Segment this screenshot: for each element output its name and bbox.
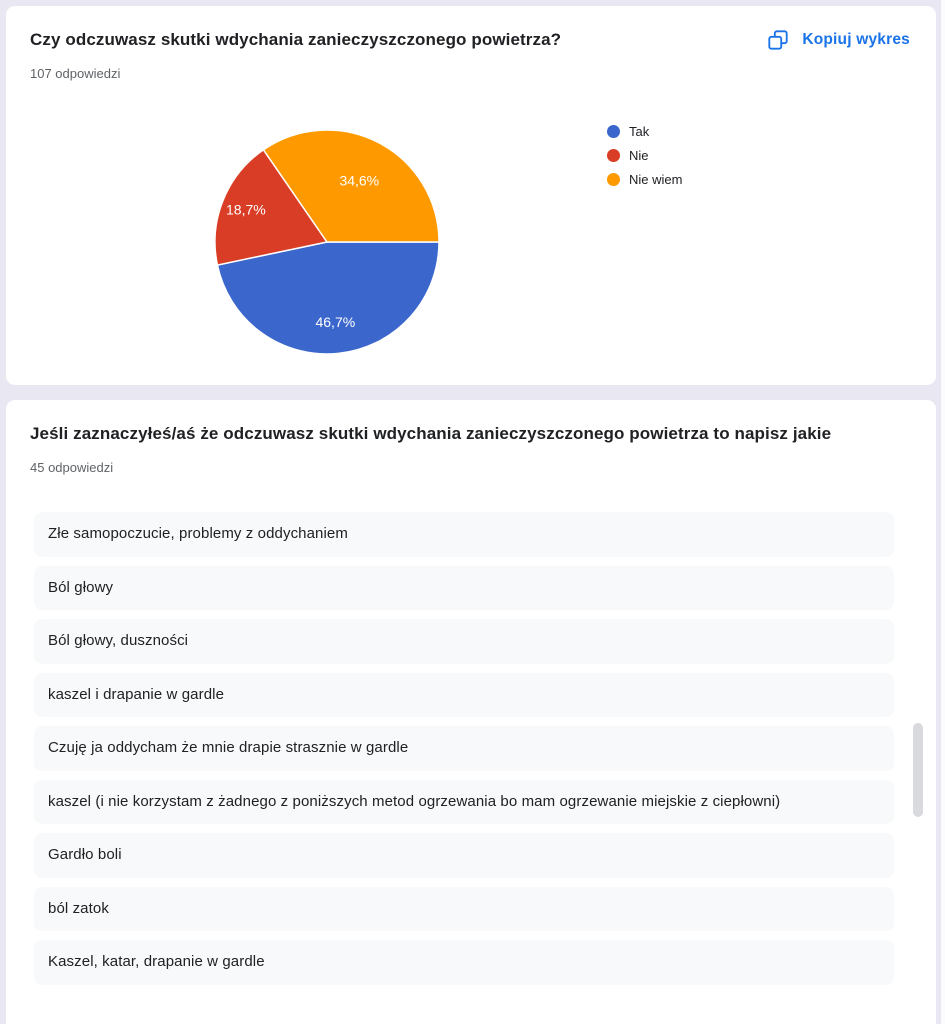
answer-item: Ból głowy, duszności bbox=[34, 619, 894, 664]
answer-item: Czuję ja oddycham że mnie drapie strasznie w gardle bbox=[34, 726, 894, 771]
browser-scrollbar-track bbox=[941, 0, 945, 1024]
legend-color-dot bbox=[607, 173, 620, 186]
answer-item: kaszel i drapanie w gardle bbox=[34, 673, 894, 718]
copy-icon bbox=[767, 29, 789, 51]
responses-count: 107 odpowiedzi bbox=[30, 66, 121, 81]
legend-color-dot bbox=[607, 125, 620, 138]
question-title: Jeśli zaznaczyłeś/aś że odczuwasz skutki wdychania zanieczyszczonego powietrza to napisz jakie bbox=[30, 424, 832, 443]
legend-item-tak bbox=[607, 124, 682, 138]
pie-chart bbox=[6, 96, 936, 376]
legend-label: Nie bbox=[629, 147, 649, 163]
legend-item-nie-wiem bbox=[607, 172, 682, 186]
legend-color-dot bbox=[607, 149, 620, 162]
answer-item: ból zatok bbox=[34, 887, 894, 932]
pie-slice-value-label: 46,7% bbox=[315, 314, 356, 331]
responses-count: 45 odpowiedzi bbox=[30, 460, 114, 475]
pie-slice-value-label: 18,7% bbox=[226, 201, 266, 218]
answers-list bbox=[34, 512, 894, 994]
copy-chart-button[interactable] bbox=[767, 29, 910, 51]
text-question-card bbox=[6, 400, 936, 1024]
legend-item-nie bbox=[607, 148, 682, 162]
answer-item: Złe samopoczucie, problemy z oddychaniem bbox=[34, 512, 894, 557]
answer-item: Gardło boli bbox=[34, 833, 894, 878]
answers-scrollbar-thumb[interactable] bbox=[913, 723, 923, 817]
legend-label: Nie wiem bbox=[629, 171, 683, 187]
answer-item: Kaszel, katar, drapanie w gardle bbox=[34, 940, 894, 985]
pie-slice-value-label: 34,6% bbox=[339, 172, 380, 189]
answer-item: Ból głowy bbox=[34, 566, 894, 611]
chart-legend bbox=[607, 124, 682, 186]
copy-chart-label: Kopiuj wykres bbox=[802, 31, 910, 48]
question-title: Czy odczuwasz skutki wdychania zanieczyszczonego powietrza? bbox=[30, 30, 562, 49]
chart-question-card bbox=[6, 6, 936, 385]
legend-label: Tak bbox=[629, 123, 650, 139]
answer-item: kaszel (i nie korzystam z żadnego z poniższych metod ogrzewania bo mam ogrzewanie miejskie z ciepłowni) bbox=[34, 780, 894, 825]
